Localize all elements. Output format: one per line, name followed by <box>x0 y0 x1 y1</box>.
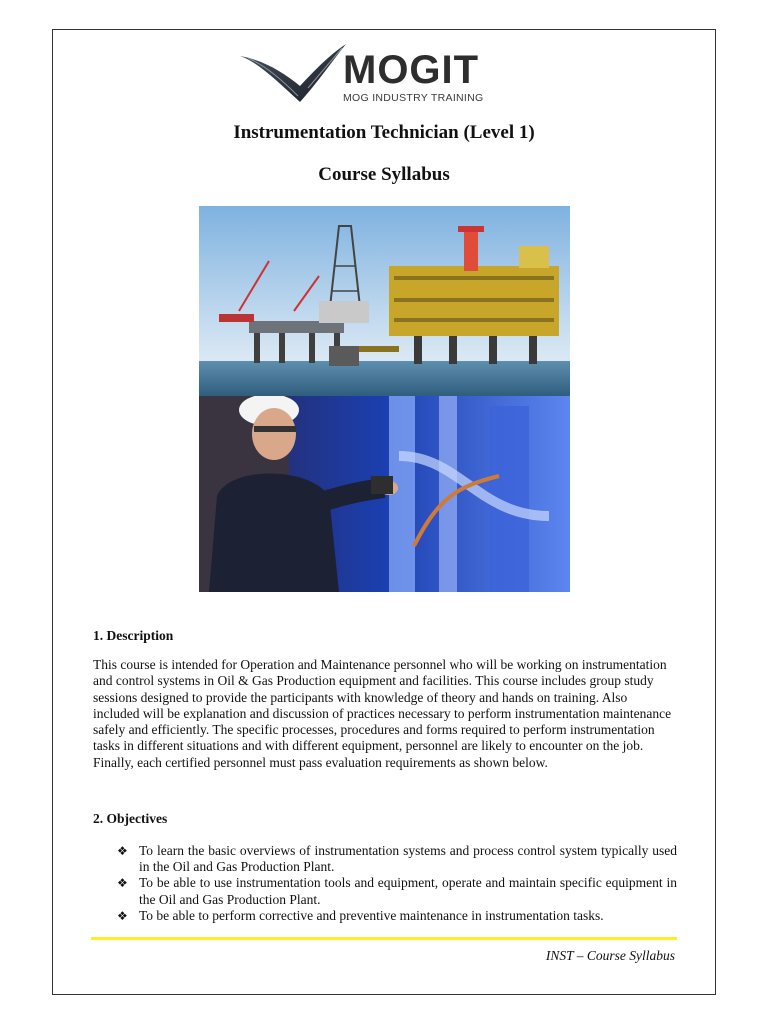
objectives-list <box>117 843 677 924</box>
section-heading-objectives: 2. Objectives <box>93 811 168 826</box>
description-paragraph: This course is intended for Operation and Maintenance personnel who will be working on instrumentation and control systems in Oil & Gas Production equipment and facilities. This course includes group study sessions designed to provide the participants with knowledge of theory and hands on training. Also included will be explanation and discussion of practices necessary to perform instrumentation maintenance safely and efficiently. The specific processes, procedures and forms required to perform instrumentation tasks in different situations and with different equipment, personnel are likely to encounter on the job. Finally, each certified personnel must pass evaluation requirements as shown below. <box>93 657 672 770</box>
page-title: Instrumentation Technician (Level 1) <box>233 122 535 143</box>
logo-tagline: MOG INDUSTRY TRAINING <box>343 92 484 104</box>
section-heading-description: 1. Description <box>93 628 174 643</box>
list-item: ❖ To be able to perform corrective and preventive maintenance in instrumentation tasks. <box>117 907 604 923</box>
diamond-bullet-icon: ❖ <box>117 876 128 891</box>
list-item: ❖ To be able to use instrumentation tools and equipment, operate and maintain specific equipment in the Oil and Gas Production Plant. <box>117 875 677 907</box>
diamond-bullet-icon: ❖ <box>117 844 128 858</box>
technician-photo <box>199 396 570 592</box>
page-subtitle: Course Syllabus <box>318 164 450 185</box>
logo-wordmark: MOGIT <box>343 48 480 92</box>
diamond-bullet-icon: ❖ <box>117 908 128 923</box>
offshore-platform-photo <box>199 206 570 396</box>
list-item: ❖ To learn the basic overviews of instrumentation systems and process control system typically used in the Oil and Gas Production Plant. <box>117 843 677 875</box>
page-footer: INST – Course Syllabus <box>545 948 675 963</box>
footer-rule <box>91 937 677 940</box>
